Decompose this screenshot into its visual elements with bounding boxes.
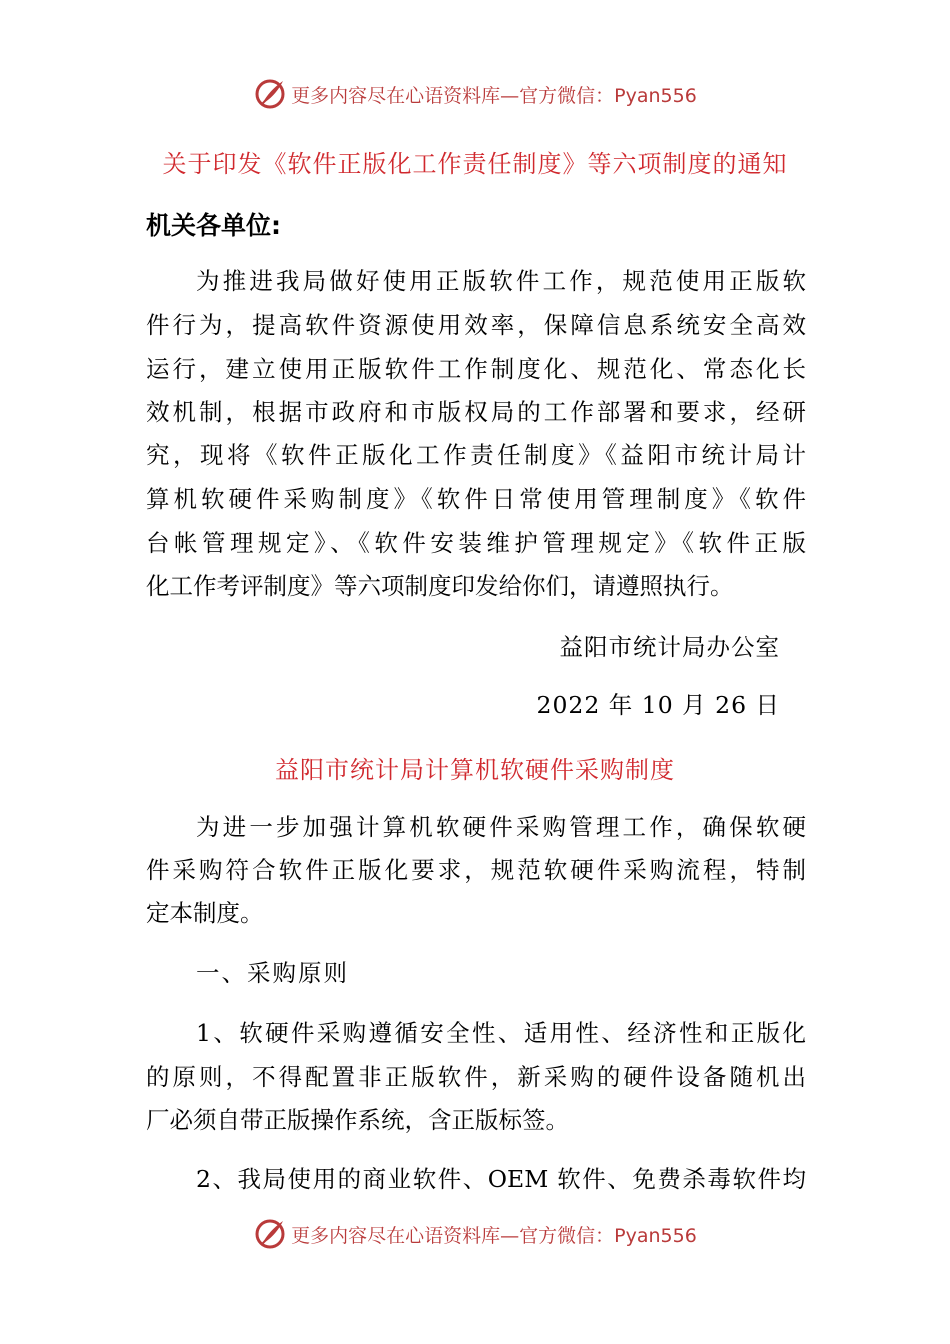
intro-line: 件采购符合软件正版化要求，规范软硬件采购流程，特制 bbox=[146, 856, 806, 884]
notice-title: 关于印发《软件正版化工作责任制度》等六项制度的通知 bbox=[162, 150, 788, 178]
notice-line: 为推进我局做好使用正版软件工作，规范使用正版软 bbox=[196, 267, 806, 295]
item1-line: 1、软硬件采购遵循安全性、适用性、经济性和正版化 bbox=[196, 1019, 806, 1047]
notice-line: 件行为，提高软件资源使用效率，保障信息系统安全高效 bbox=[146, 311, 806, 339]
notice-line: 究，现将《软件正版化工作责任制度》《益阳市统计局计 bbox=[146, 441, 806, 469]
item1-line: 的原则，不得配置非正版软件，新采购的硬件设备随机出 bbox=[146, 1063, 806, 1091]
item2-line: 2、我局使用的商业软件、OEM 软件、免费杀毒软件均 bbox=[196, 1165, 806, 1193]
quill-logo-icon bbox=[253, 77, 287, 111]
intro-line: 定本制度。 bbox=[146, 899, 264, 927]
regulation-title: 益阳市统计局计算机软硬件采购制度 bbox=[275, 756, 675, 784]
signature-date: 2022 年 10 月 26 日 bbox=[536, 691, 780, 719]
item1-line: 厂必须自带正版操作系统，含正版标签。 bbox=[146, 1106, 569, 1134]
watermark-top bbox=[0, 72, 950, 116]
notice-line: 台帐管理规定》、《软件安装维护管理规定》《软件正版 bbox=[146, 529, 806, 557]
watermark-text: 更多内容尽在心语资料库—官方微信：Pyan556 bbox=[291, 1224, 697, 1247]
section-heading: 一、采购原则 bbox=[196, 959, 349, 987]
signature-org: 益阳市统计局办公室 bbox=[559, 633, 780, 661]
notice-line: 算机软硬件采购制度》《软件日常使用管理制度》《软件 bbox=[146, 485, 806, 513]
notice-line: 运行，建立使用正版软件工作制度化、规范化、常态化长 bbox=[146, 355, 806, 383]
watermark-text: 更多内容尽在心语资料库—官方微信：Pyan556 bbox=[291, 84, 697, 107]
intro-line: 为进一步加强计算机软硬件采购管理工作，确保软硬 bbox=[196, 813, 806, 841]
quill-logo-icon bbox=[253, 1217, 287, 1251]
notice-line: 化工作考评制度》等六项制度印发给你们，请遵照执行。 bbox=[146, 572, 734, 600]
salutation: 机关各单位: bbox=[146, 211, 281, 240]
notice-line: 效机制，根据市政府和市版权局的工作部署和要求，经研 bbox=[146, 398, 806, 426]
watermark-bottom bbox=[0, 1212, 950, 1256]
